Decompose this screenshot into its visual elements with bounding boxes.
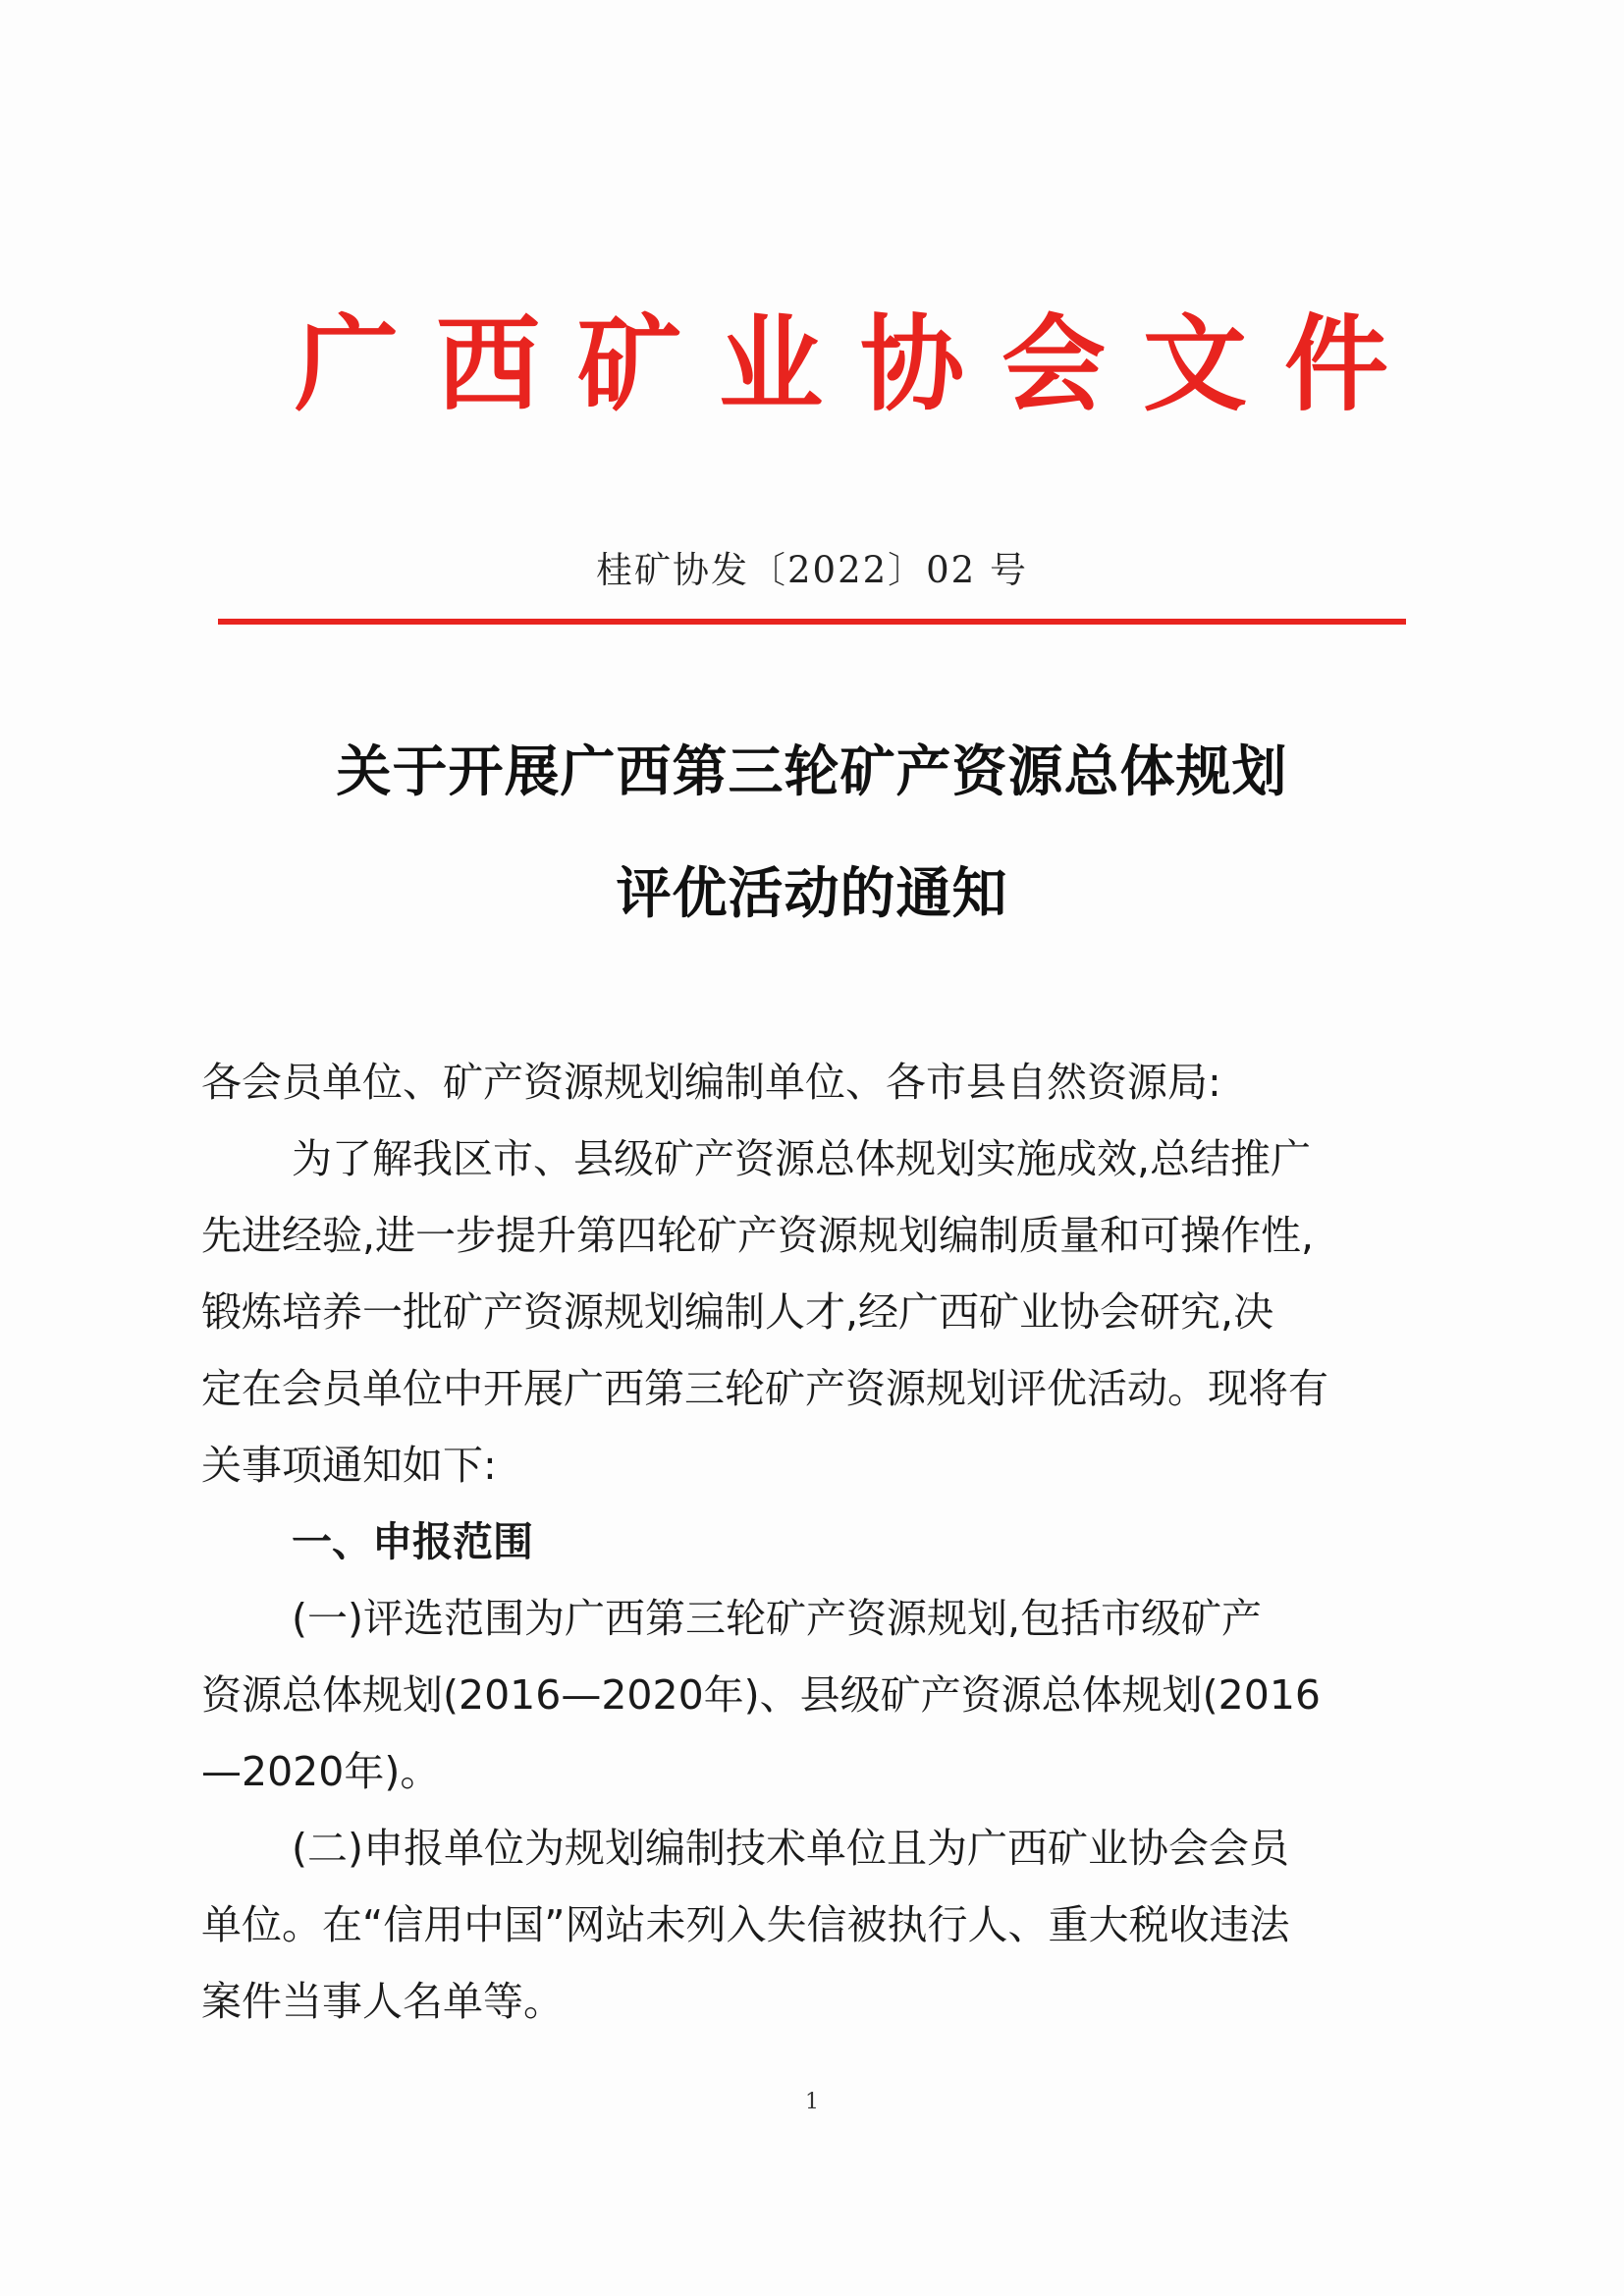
intro-paragraph-line: 关事项通知如下: <box>201 1442 497 1489</box>
item-two-line: (二)申报单位为规划编制技术单位且为广西矿业协会会员 <box>292 1825 1289 1872</box>
page-number: 1 <box>805 2090 819 2114</box>
item-one-line: 资源总体规划(2016—2020年)、县级矿产资源总体规划(2016 <box>201 1671 1322 1719</box>
org-file-title: 广西矿业协会文件 <box>295 302 1426 425</box>
intro-paragraph-line: 先进经验,进一步提升第四轮矿产资源规划编制质量和可操作性, <box>201 1212 1315 1259</box>
addressee: 各会员单位、矿产资源规划编制单位、各市县自然资源局: <box>201 1059 1221 1106</box>
intro-paragraph-line: 为了解我区市、县级矿产资源总体规划实施成效,总结推广 <box>292 1135 1312 1182</box>
item-one-line: (一)评选范围为广西第三轮矿产资源规划,包括市级矿产 <box>292 1595 1263 1642</box>
item-two-line: 单位。在“信用中国”网站未列入失信被执行人、重大税收违法 <box>201 1901 1290 1948</box>
red-divider-line <box>218 619 1406 625</box>
item-one-line: —2020年)。 <box>201 1748 441 1795</box>
notice-title-line-1: 关于开展广西第三轮矿产资源总体规划 <box>336 740 1288 804</box>
document-number: 桂矿协发〔2022〕02 号 <box>595 549 1028 591</box>
notice-title-line-2: 评优活动的通知 <box>616 862 1008 926</box>
item-two-line: 案件当事人名单等。 <box>201 1978 564 2025</box>
intro-paragraph-line: 锻炼培养一批矿产资源规划编制人才,经广西矿业协会研究,决 <box>201 1288 1274 1336</box>
section-heading-application-scope: 一、申报范围 <box>292 1518 533 1565</box>
intro-paragraph-line: 定在会员单位中开展广西第三轮矿产资源规划评优活动。现将有 <box>201 1365 1328 1412</box>
